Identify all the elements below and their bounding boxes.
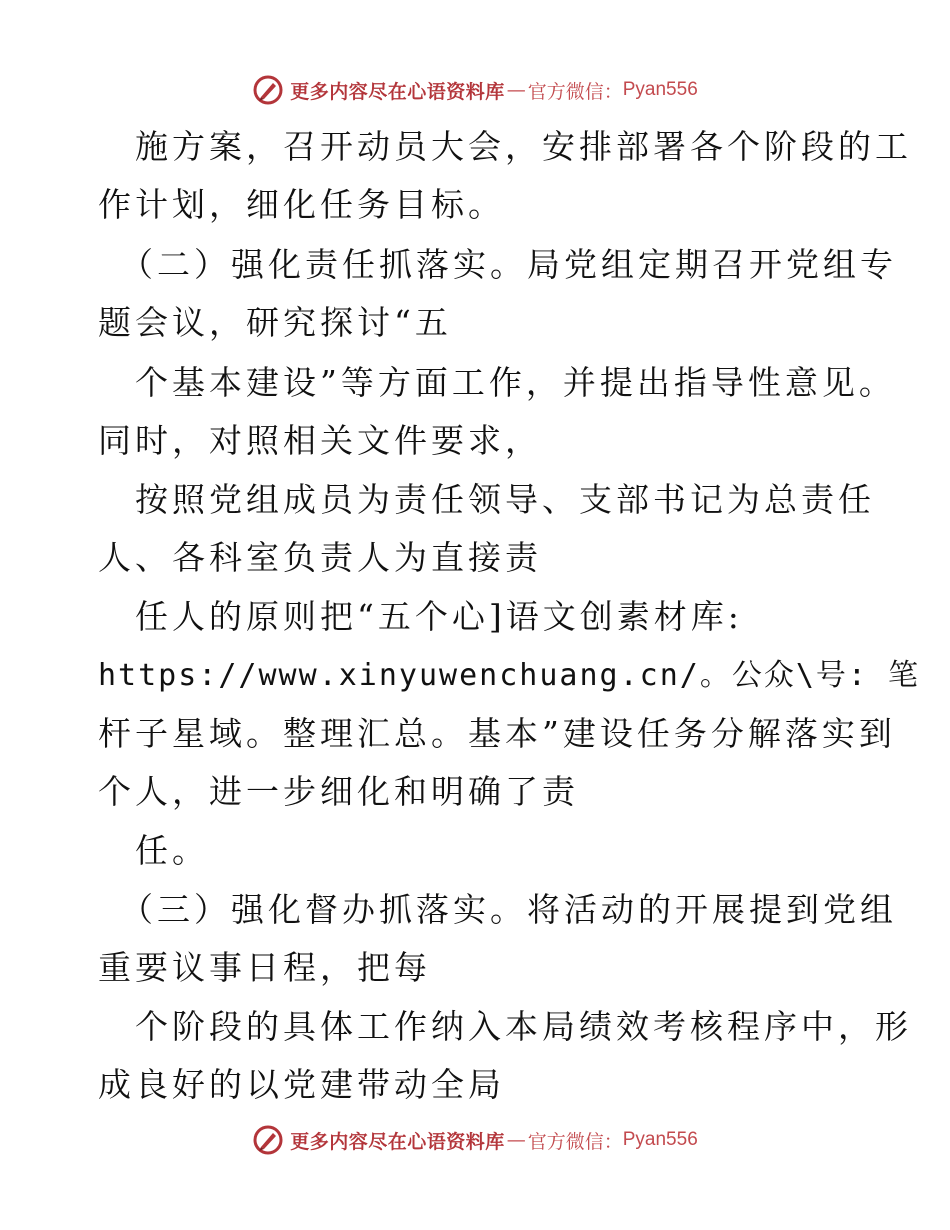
body-line: 作计划，细化任务目标。 (98, 185, 505, 224)
body-line: 题会议，研究探讨“五 (98, 303, 452, 342)
banner-label: 官方微信： (527, 80, 623, 103)
footer-watermark-banner (0, 1120, 950, 1160)
body-line: 施方案，召开动员大会，安排部署各个阶段的工 (135, 127, 912, 166)
body-line: （三）强化督办抓落实。将活动的开展提到党组 (120, 890, 897, 929)
body-line: 同时，对照相关文件要求， (98, 421, 542, 460)
header-watermark-banner (0, 70, 950, 110)
body-line-url: https://www.xinyuwenchuang.cn/。公众\号: 笔 (98, 658, 921, 693)
body-line: 个阶段的具体工作纳入本局绩效考核程序中，形 (135, 1007, 912, 1046)
body-line: 任。 (135, 831, 209, 870)
pen-logo-icon (252, 74, 284, 106)
body-line: 任人的原则把“五个心]语文创素材库: (135, 597, 743, 636)
body-line: 杆子星域。整理汇总。基本”建设任务分解落实到 (98, 714, 896, 753)
banner-wechat-id: Pyan556 (622, 1129, 698, 1150)
body-line: 个人，进一步细化和明确了责 (98, 772, 579, 811)
body-line: （二）强化责任抓落实。局党组定期召开党组专 (120, 245, 897, 284)
body-line: 人、各科室负责人为直接责 (98, 538, 542, 577)
body-line: 个基本建设”等方面工作，并提出指导性意见。 (135, 363, 896, 402)
pen-logo-icon (252, 1124, 284, 1156)
body-line: 按照党组成员为责任领导、支部书记为总责任 (135, 480, 875, 519)
body-line: 成良好的以党建带动全局 (98, 1065, 505, 1104)
banner-wechat-id: Pyan556 (622, 79, 698, 100)
banner-separator: — (506, 1129, 526, 1151)
body-line: 重要议事日程，把每 (98, 948, 431, 987)
banner-main-text: 更多内容尽在心语资料库 (290, 1130, 505, 1153)
banner-label: 官方微信： (527, 1130, 623, 1153)
banner-separator: — (506, 79, 526, 101)
banner-main-text: 更多内容尽在心语资料库 (290, 80, 505, 103)
